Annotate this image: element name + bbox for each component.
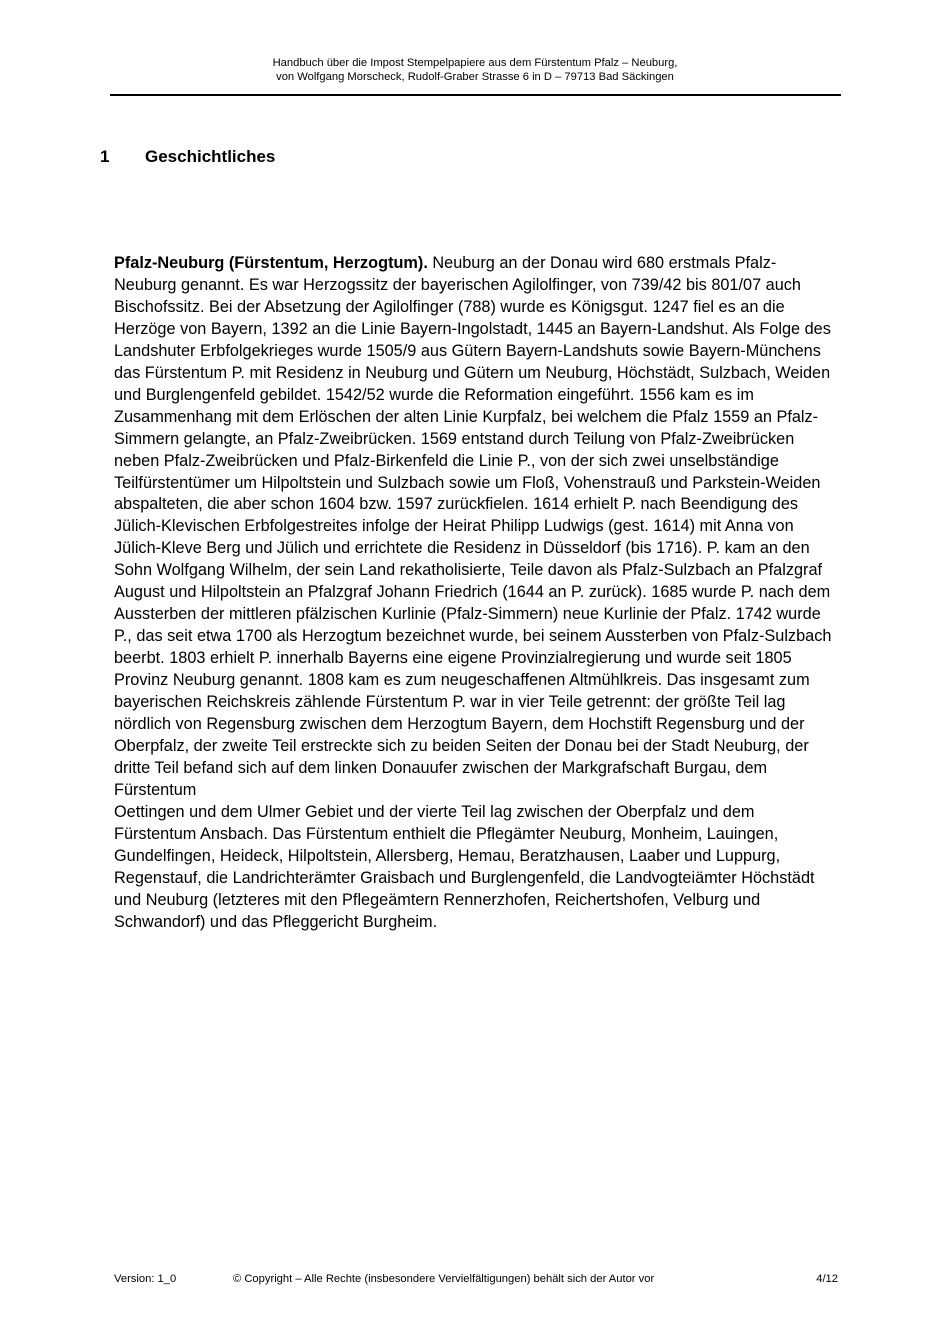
page-header — [110, 56, 840, 84]
body-text — [114, 253, 838, 934]
header-title-line: Handbuch über die Impost Stempelpapiere aus dem Fürstentum Pfalz – Neuburg, — [272, 57, 678, 69]
footer-copyright: © Copyright – Alle Rechte (insbesondere Vervielfältigungen) behält sich der Autor vor — [233, 1273, 655, 1285]
section-title: Geschichtliches — [145, 147, 276, 166]
paragraph-history-text: Neuburg an der Donau wird 680 erstmals Pfalz-Neuburg genannt. Es war Herzogssitz der bayerischen Agilolfinger, von 739/42 bis 801/07 auch Bischofssitz. Bei der Absetzung der Agilolfinger (788) wurde es Königsgut. 1247 fiel es an die Herzöge von Bayern, 1392 an die Linie Bayern-Ingolstadt, 1445 an Bayern-Landshut. Als Folge des Landshuter Erbfolgekrieges wurde 1505/9 aus Gütern Bayern-Landshuts sowie Bayern-Münchens das Fürstentum P. mit Residenz in Neuburg und Gütern um Neuburg, Höchstädt, Sulzbach, Weiden und Burglengenfeld gebildet. 1542/52 wurde die Reformation eingeführt. 1556 kam es im Zusammenhang mit dem Erlöschen der alten Linie Kurpfalz, bei welchem die Pfalz 1559 an Pfalz-Simmern gelangte, an Pfalz-Zweibrücken. 1569 entstand durch Teilung von Pfalz-Zweibrücken neben Pfalz-Zweibrücken und Pfalz-Birkenfeld die Linie P., von der sich zwei unselbständige Teilfürstentümer um Hilpoltstein und Sulzbach sowie um Floß, Vohenstrauß und Parkstein-Weiden abspalteten, die aber schon 1604 bzw. 1597 zurückfielen. 1614 erhielt P. nach Beendigung des Jülich-Klevischen Erbfolgestreites infolge der Heirat Philipp Ludwigs (gest. 1614) mit Anna von Jülich-Kleve Berg und Jülich und errichtete die Residenz in Düsseldorf (bis 1716). P. kam an den Sohn Wolfgang Wilhelm, der sein Land rekatholisierte, Teile davon als Pfalz-Sulzbach an Pfalzgraf August und Hilpoltstein an Pfalzgraf Johann Friedrich (1644 an P. zurück). 1685 wurde P. nach dem Aussterben der mittleren pfälzischen Kurlinie (Pfalz-Simmern) neue Kurlinie der Pfalz. 1742 wurde P., das seit etwa 1700 als Herzogtum bezeichnet wurde, bei seinem Aussterben von Pfalz-Sulzbach beerbt. 1803 erhielt P. innerhalb Bayerns eine eigene Provinzialregierung und wurde seit 1805 Provinz Neuburg genannt. 1808 kam es zum neugeschaffenen Altmühlkreis. Das insgesamt zum bayerischen Reichskreis zählende Fürstentum P. war in vier Teile getrennt: der größte Teil lag nördlich von Regensburg zwischen dem Herzogtum Bayern, dem Hochstift Regensburg und der Oberpfalz, der zweite Teil erstreckte sich zu beiden Seiten der Donau bei der Stadt Neuburg, der dritte Teil befand sich auf dem linken Donauufer zwischen der Markgrafschaft Burgau, dem Fürstentum — [114, 254, 832, 799]
header-author-line: von Wolfgang Morscheck, Rudolf-Graber Strasse 6 in D – 79713 Bad Säckingen — [276, 71, 674, 83]
section-heading — [100, 147, 275, 167]
lead-term: Pfalz-Neuburg (Fürstentum, Herzogtum). — [114, 254, 428, 272]
footer-version: Version: 1_0 — [114, 1273, 177, 1285]
footer-page-number: 4/12 — [816, 1273, 838, 1285]
paragraph-territories: Oettingen und dem Ulmer Gebiet und der vierte Teil lag zwischen der Oberpfalz und dem Fürstentum Ansbach. Das Fürstentum enthielt die Pflegämter Neuburg, Monheim, Lauingen, Gundelfingen, Heideck, Hilpoltstein, Allersberg, Hemau, Beratzhausen, Laaber und Luppurg, Regenstauf, die Landrichterämter Graisbach und Burglengenfeld, die Landvogteiämter Höchstädt und Neuburg (letzteres mit den Pflegeämtern Rennerzhofen, Reichertshofen, Velburg und Schwandorf) und das Pfleggericht Burgheim. — [114, 802, 815, 931]
section-number: 1 — [100, 147, 110, 166]
header-divider — [110, 94, 841, 96]
paragraph-history — [114, 253, 838, 802]
